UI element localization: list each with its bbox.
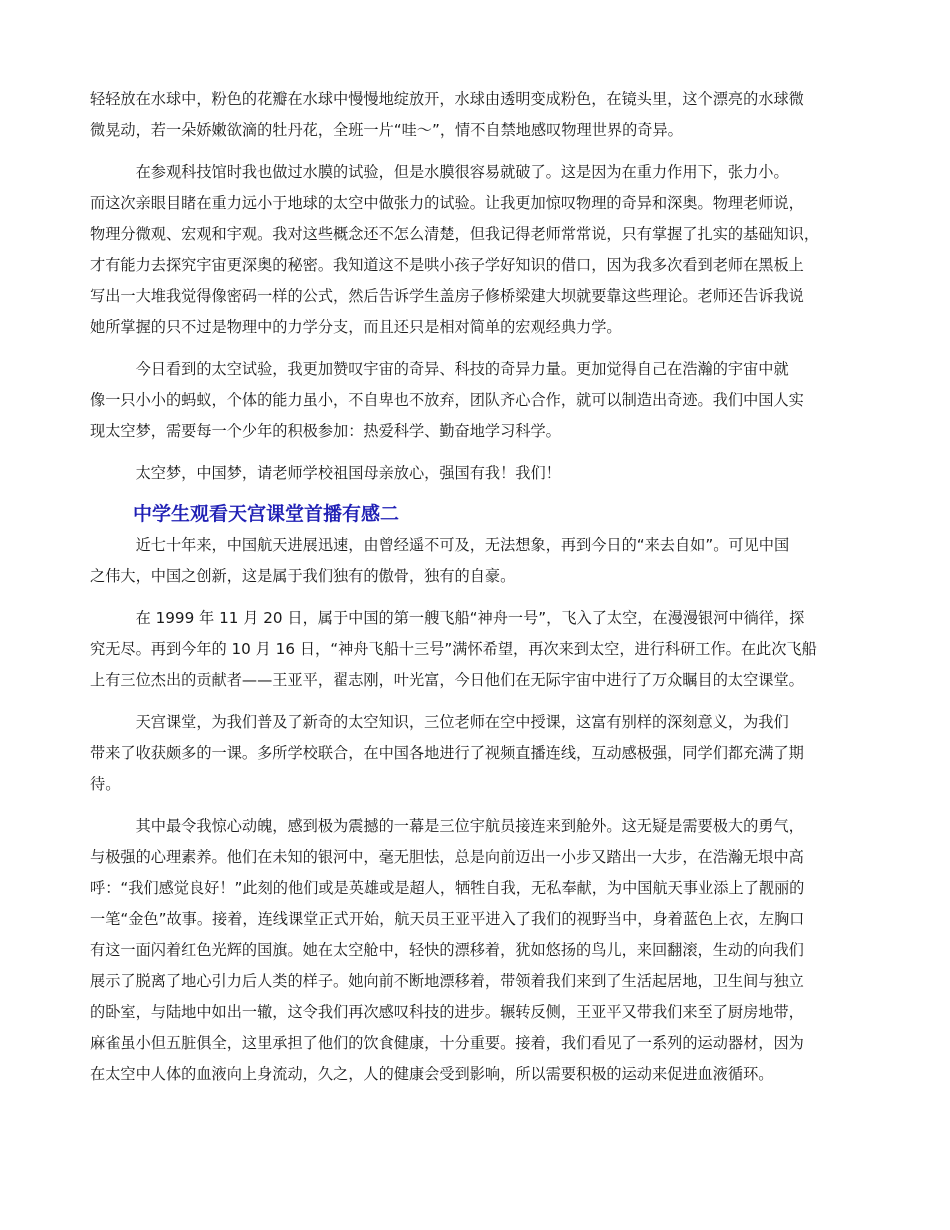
document-page [90,84,863,1090]
text-line: 现太空梦，需要每一个少年的积极参加：热爱科学、勤奋地学习科学。 [90,422,561,440]
text-line: 微晃动，若一朵娇嫩欲滴的牡丹花，全班一片“哇～”，情不自禁地感叹物理世界的奇异。 [90,121,683,139]
text-line: 带来了收获颇多的一课。多所学校联合，在中国各地进行了视频直播连线，互动感极强，同学们都充满了期 [90,744,804,762]
text-line: 近七十年来，中国航天进展迅速，由曾经遥不可及，无法想象，再到今日的“来去自如”。可见中国 [90,536,790,554]
text-line: 上有三位杰出的贡献者——王亚平，翟志刚，叶光富，今日他们在无际宇宙中进行了万众瞩目的太空课堂。 [90,671,804,689]
text-line: 呼：“我们感觉良好！”此刻的他们或是英雄或是超人，牺牲自我，无私奉献，为中国航天事业添上了靓丽的 [90,879,805,897]
text-line: 才有能力去探究宇宙更深奥的秘密。我知道这不是哄小孩子学好知识的借口，因为我多次看到老师在黑板上 [90,256,804,274]
paragraph [90,458,863,489]
paragraph [90,354,863,447]
text-line: 而这次亲眼目睹在重力远小于地球的太空中做张力的试验。让我更加惊叹物理的奇异和深奥。物理老师说， [90,194,804,212]
text-line: 与极强的心理素养。他们在未知的银河中，毫无胆怯，总是向前迈出一小步又踏出一大步，在浩瀚无垠中高 [90,848,804,866]
text-line: 写出一大堆我觉得像密码一样的公式，然后告诉学生盖房子修桥梁建大坝就要靠这些理论。老师还告诉我说 [90,287,804,305]
text-line: 有这一面闪着红色光辉的国旗。她在太空舱中，轻快的漂移着，犹如悠扬的鸟儿，来回翻滚，生动的向我们 [90,941,804,959]
text-line: 在 1999 年 11 月 20 日，属于中国的第一艘飞船“神舟一号”，飞入了太空，在漫漫银河中徜徉，探 [90,609,805,627]
text-line: 一笔“金色”故事。接着，连线课堂正式开始，航天员王亚平进入了我们的视野当中，身着蓝色上衣，左胸口 [90,910,805,928]
text-line: 究无尽。再到今年的 10 月 16 日，“神舟飞船十三号”满怀希望，再次来到太空，进行科研工作。在此次飞船 [90,640,817,658]
text-line: 她所掌握的只不过是物理中的力学分支，而且还只是相对简单的宏观经典力学。 [90,318,622,336]
text-line: 之伟大，中国之创新，这是属于我们独有的傲骨，独有的自豪。 [90,567,516,585]
text-line: 今日看到的太空试验，我更加赞叹宇宙的奇异、科技的奇异力量。更加觉得自己在浩瀚的宇宙中就 [90,360,789,378]
text-line: 天宫课堂，为我们普及了新奇的太空知识，三位老师在空中授课，这富有别样的深刻意义，为我们 [90,713,789,731]
paragraph [90,157,863,343]
paragraph [90,707,863,800]
text-line: 其中最令我惊心动魄，感到极为震撼的一幕是三位宇航员接连来到舱外。这无疑是需要极大的勇气， [90,817,804,835]
text-line: 在参观科技馆时我也做过水膜的试验，但是水膜很容易就破了。这是因为在重力作用下，张力小。 [90,163,789,181]
text-line: 麻雀虽小但五脏俱全，这里承担了他们的饮食健康，十分重要。接着，我们看见了一系列的运动器材，因为 [90,1034,804,1052]
text-line: 在太空中人体的血液向上身流动，久之，人的健康会受到影响，所以需要积极的运动来促进血液循环。 [90,1065,774,1083]
text-line: 轻轻放在水球中，粉色的花瓣在水球中慢慢地绽放开，水球由透明变成粉色，在镜头里，这个漂亮的水球微 [90,90,804,108]
text-line: 展示了脱离了地心引力后人类的样子。她向前不断地漂移着，带领着我们来到了生活起居地，卫生间与独立 [90,972,804,990]
text-line: 物理分微观、宏观和宇观。我对这些概念还不怎么清楚，但我记得老师常常说，只有掌握了扎实的基础知识， [90,225,819,243]
paragraph [90,84,863,146]
section-heading: 中学生观看天宫课堂首播有感二 [133,503,400,525]
paragraph [90,811,863,1090]
text-line: 像一只小小的蚂蚁，个体的能力虽小，不自卑也不放弃，团队齐心合作，就可以制造出奇迹。我们中国人实 [90,391,804,409]
text-line: 待。 [90,775,121,793]
paragraph [90,603,863,696]
paragraph [90,530,863,592]
text-line: 太空梦，中国梦，请老师学校祖国母亲放心，强国有我！我们！ [90,464,561,482]
text-line: 的卧室，与陆地中如出一辙，这令我们再次感叹科技的进步。辗转反侧，王亚平又带我们来至了厨房地带， [90,1003,804,1021]
